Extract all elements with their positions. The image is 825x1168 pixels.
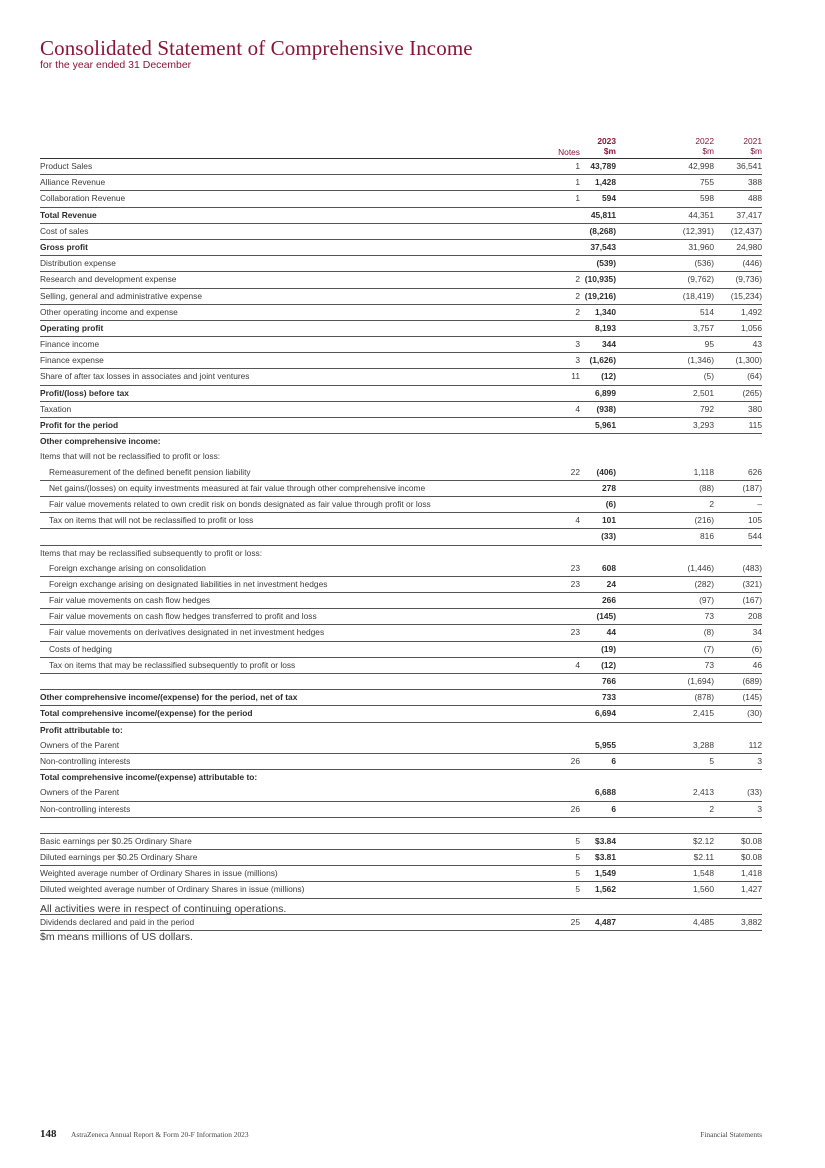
row-notes: 2: [575, 290, 580, 301]
row-notes: 22: [570, 466, 580, 477]
row-notes: 11: [571, 371, 580, 382]
table-row: [40, 175, 762, 191]
value-2022: 4,485: [693, 916, 714, 927]
value-2021: 24,980: [736, 241, 762, 252]
row-notes: 4: [575, 403, 580, 414]
value-2023: 1,428: [595, 177, 616, 188]
value-2022: 1,560: [693, 884, 714, 895]
header-2023-unit: $m: [603, 146, 616, 156]
row-label: Selling, general and administrative expense: [40, 290, 203, 301]
value-2022: (216): [694, 515, 714, 526]
header-2023-year: 2023: [597, 136, 616, 146]
header-2021-year: 2021: [743, 136, 762, 146]
value-2022: 3,293: [693, 420, 714, 430]
value-2021: 3: [757, 803, 762, 814]
row-notes: 1: [575, 177, 580, 188]
value-2022: (878): [694, 692, 714, 703]
row-label: Profit attributable to:: [40, 724, 123, 735]
value-2023: 37,543: [590, 241, 616, 252]
value-2023: $3.84: [595, 835, 616, 846]
value-2021: (9,736): [735, 274, 762, 285]
value-2022: 95: [704, 339, 714, 350]
value-2021: 3,882: [741, 916, 762, 927]
header-2023: [546, 136, 616, 156]
table-row: [40, 434, 762, 449]
value-2023: 6,899: [595, 387, 616, 398]
value-2023: (19,216): [584, 290, 616, 301]
table-row: [40, 674, 762, 690]
value-2021: (33): [747, 787, 762, 798]
header-notes: Notes: [558, 147, 580, 157]
value-2021: (64): [747, 371, 762, 382]
row-label: Tax on items that may be reclassified subsequently to profit or loss: [49, 659, 296, 670]
value-2022: (282): [694, 578, 714, 589]
value-2023: 344: [602, 339, 616, 350]
value-2023: (12): [601, 659, 616, 670]
value-2023: (8,268): [589, 225, 616, 236]
table-row: [40, 159, 762, 175]
table-row: [40, 723, 762, 738]
header-2022-unit: $m: [702, 146, 714, 156]
value-2021: 115: [748, 420, 762, 430]
table-row: [40, 369, 762, 385]
row-notes: 2: [575, 306, 580, 317]
row-label: Gross profit: [40, 241, 88, 252]
row-label: Basic earnings per $0.25 Ordinary Share: [40, 835, 192, 846]
table-row: [40, 561, 762, 577]
value-2022: 2,413: [693, 787, 714, 798]
table-row: [40, 738, 762, 754]
row-label: Research and development expense: [40, 274, 177, 285]
row-label: Fair value movements related to own credit risk on bonds designated as fair value through profit or loss: [49, 498, 431, 509]
value-2022: 792: [700, 403, 714, 414]
header-2021: [692, 136, 762, 156]
table-row: [40, 386, 762, 402]
value-2022: (1,694): [687, 676, 714, 686]
footer-section: Financial Statements: [700, 1130, 762, 1139]
value-2021: (265): [742, 387, 762, 398]
table-row: [40, 418, 762, 434]
income-statement-table: [40, 136, 762, 931]
table-row: [40, 546, 762, 561]
value-2023: 24: [606, 578, 616, 589]
value-2021: 1,056: [741, 322, 762, 333]
table-row: [40, 208, 762, 224]
value-2021: $0.08: [741, 835, 762, 846]
row-notes: 5: [575, 884, 580, 895]
value-2021: 112: [748, 739, 762, 750]
row-label: Diluted earnings per $0.25 Ordinary Share: [40, 852, 198, 863]
table-row: [40, 402, 762, 418]
row-label: Remeasurement of the defined benefit pension liability: [49, 466, 251, 477]
value-2023: (938): [596, 403, 616, 414]
page-title: Consolidated Statement of Comprehensive Income: [40, 36, 473, 60]
value-2022: (18,419): [682, 290, 714, 301]
table-row: [40, 577, 762, 593]
value-2022: 2: [709, 498, 714, 509]
table-row: [40, 609, 762, 625]
table-row: [40, 593, 762, 609]
value-2021: –: [757, 498, 762, 509]
value-2023: (406): [596, 466, 616, 477]
value-2021: 37,417: [736, 209, 762, 220]
value-2023: (145): [596, 611, 616, 622]
table-body: [40, 159, 762, 931]
value-2021: (321): [742, 578, 762, 589]
row-label: Finance expense: [40, 355, 104, 366]
footnote-continuing-operations: All activities were in respect of continuing operations.: [40, 903, 287, 915]
value-2021: (187): [742, 482, 762, 493]
value-2023: 1,340: [595, 306, 616, 317]
row-label: Weighted average number of Ordinary Shares in issue (millions): [40, 868, 278, 879]
table-header: [40, 136, 762, 159]
table-row: [40, 690, 762, 706]
value-2022: (1,446): [687, 562, 714, 573]
table-row: [40, 465, 762, 481]
row-label: Profit/(loss) before tax: [40, 387, 129, 398]
value-2021: (145): [742, 692, 762, 703]
footnote-currency: $m means millions of US dollars.: [40, 931, 193, 943]
row-notes: 5: [575, 852, 580, 863]
value-2023: (33): [601, 531, 616, 542]
value-2022: 816: [700, 531, 714, 542]
value-2023: 43,789: [590, 161, 616, 171]
value-2022: (12,391): [682, 225, 714, 236]
table-row: [40, 882, 762, 898]
page-subtitle: for the year ended 31 December: [40, 59, 192, 71]
value-2023: 5,961: [595, 420, 616, 430]
value-2023: 44: [606, 627, 616, 638]
value-2021: 36,541: [736, 161, 762, 171]
row-notes: 23: [570, 578, 580, 589]
row-label: Other operating income and expense: [40, 306, 178, 317]
row-label: Distribution expense: [40, 258, 116, 269]
table-row: [40, 256, 762, 272]
footer-report-title: AstraZeneca Annual Report & Form 20-F Information 2023: [71, 1130, 249, 1139]
table-row: [40, 658, 762, 674]
row-notes: 25: [570, 916, 580, 927]
value-2023: 766: [602, 676, 616, 686]
value-2023: 594: [602, 193, 616, 204]
value-2022: (9,762): [687, 274, 714, 285]
row-notes: 1: [575, 161, 580, 171]
row-label: Items that will not be reclassified to profit or loss:: [40, 451, 221, 462]
value-2022: 73: [704, 611, 714, 622]
row-notes: 23: [570, 627, 580, 638]
value-2021: (12,437): [730, 225, 762, 236]
row-label: Costs of hedging: [49, 643, 112, 654]
value-2023: 733: [602, 692, 616, 703]
value-2022: 514: [700, 306, 714, 317]
table-row: [40, 191, 762, 207]
value-2023: 6: [611, 803, 616, 814]
value-2022: 1,118: [693, 466, 714, 477]
value-2022: 31,960: [688, 241, 714, 252]
table-row: [40, 353, 762, 369]
value-2022: (8): [703, 627, 714, 638]
row-notes: 4: [575, 659, 580, 670]
table-row: [40, 802, 762, 818]
value-2022: 5: [709, 755, 714, 766]
table-row: [40, 497, 762, 513]
value-2022: 755: [700, 177, 714, 188]
table-row: [40, 642, 762, 658]
row-label: Foreign exchange arising on consolidation: [49, 562, 206, 573]
value-2023: (1,626): [589, 355, 616, 366]
value-2023: 101: [602, 515, 616, 526]
value-2022: 3,288: [693, 739, 714, 750]
value-2022: 2,415: [693, 708, 714, 719]
value-2021: 34: [752, 627, 762, 638]
value-2021: 105: [748, 515, 762, 526]
value-2023: 266: [602, 595, 616, 606]
value-2022: 73: [704, 659, 714, 670]
row-notes: 26: [570, 755, 580, 766]
row-label: Finance income: [40, 339, 100, 350]
value-2023: 1,549: [595, 868, 616, 879]
value-2021: 43: [752, 339, 762, 350]
row-label: Operating profit: [40, 322, 104, 333]
row-label: Diluted weighted average number of Ordinary Shares in issue (millions): [40, 884, 305, 895]
row-label: Share of after tax losses in associates and joint ventures: [40, 371, 250, 382]
table-row: [40, 866, 762, 882]
value-2021: 380: [748, 403, 762, 414]
row-label: Fair value movements on cash flow hedges: [49, 595, 211, 606]
value-2021: 208: [748, 611, 762, 622]
row-notes: 1: [575, 193, 580, 204]
value-2023: 5,955: [595, 739, 616, 750]
value-2021: (6): [751, 643, 762, 654]
row-label: Total comprehensive income/(expense) attributable to:: [40, 772, 258, 783]
row-label: Other comprehensive income/(expense) for the period, net of tax: [40, 692, 298, 703]
row-label: Total comprehensive income/(expense) for the period: [40, 708, 253, 719]
value-2022: (536): [694, 258, 714, 269]
value-2022: 44,351: [688, 209, 714, 220]
page-number: 148: [40, 1128, 57, 1140]
value-2023: (19): [601, 643, 616, 654]
value-2023: 6,688: [595, 787, 616, 798]
value-2021: (483): [742, 562, 762, 573]
value-2021: 1,492: [741, 306, 762, 317]
value-2021: (167): [742, 595, 762, 606]
table-row: [40, 272, 762, 288]
row-label: Total Revenue: [40, 209, 97, 220]
table-row: [40, 224, 762, 240]
value-2021: 626: [748, 466, 762, 477]
value-2022: 3,757: [693, 322, 714, 333]
value-2022: (1,346): [687, 355, 714, 366]
row-label: Alliance Revenue: [40, 177, 106, 188]
row-label: Product Sales: [40, 161, 93, 171]
value-2021: (1,300): [735, 355, 762, 366]
value-2021: (30): [747, 708, 762, 719]
value-2022: (97): [699, 595, 714, 606]
value-2022: 1,548: [693, 868, 714, 879]
value-2023: (10,935): [584, 274, 616, 285]
value-2023: 1,562: [595, 884, 616, 895]
row-label: Foreign exchange arising on designated liabilities in net investment hedges: [49, 578, 328, 589]
table-row: [40, 834, 762, 850]
value-2022: $2.12: [693, 835, 714, 846]
row-label: Taxation: [40, 403, 72, 414]
value-2023: 278: [602, 482, 616, 493]
row-notes: 5: [575, 835, 580, 846]
table-row: [40, 240, 762, 256]
value-2023: $3.81: [595, 852, 616, 863]
row-label: Fair value movements on cash flow hedges transferred to profit and loss: [49, 611, 317, 622]
table-row: [40, 706, 762, 722]
value-2021: 1,427: [741, 884, 762, 895]
spacer-row: [40, 818, 762, 834]
value-2021: 488: [748, 193, 762, 204]
row-label: Dividends declared and paid in the period: [40, 916, 195, 927]
row-notes: 3: [575, 355, 580, 366]
table-row: [40, 529, 762, 545]
table-row: [40, 305, 762, 321]
row-label: Cost of sales: [40, 225, 89, 236]
row-label: Non-controlling interests: [40, 755, 131, 766]
value-2023: (539): [596, 258, 616, 269]
value-2021: (689): [742, 676, 762, 686]
value-2022: $2.11: [693, 852, 714, 863]
value-2022: (7): [703, 643, 714, 654]
value-2021: 1,418: [741, 868, 762, 879]
row-notes: 26: [570, 803, 580, 814]
table-row: [40, 625, 762, 641]
value-2022: 598: [700, 193, 714, 204]
table-row: [40, 337, 762, 353]
row-notes: 3: [575, 339, 580, 350]
value-2023: 608: [602, 562, 616, 573]
value-2021: 3: [757, 755, 762, 766]
row-notes: 4: [575, 515, 580, 526]
row-notes: 2: [575, 274, 580, 285]
value-2023: 6: [611, 755, 616, 766]
table-row: [40, 754, 762, 770]
value-2021: $0.08: [741, 852, 762, 863]
row-label: Non-controlling interests: [40, 803, 131, 814]
table-row: [40, 321, 762, 337]
row-label: Net gains/(losses) on equity investments measured at fair value through other comprehensive income: [49, 482, 426, 493]
row-label: Owners of the Parent: [40, 739, 120, 750]
row-label: Items that may be reclassified subsequently to profit or loss:: [40, 547, 263, 558]
row-label: Collaboration Revenue: [40, 193, 126, 204]
header-2021-unit: $m: [750, 146, 762, 156]
table-row: [40, 850, 762, 866]
table-row: [40, 513, 762, 529]
table-row: [40, 770, 762, 785]
value-2022: (88): [699, 482, 714, 493]
row-notes: 5: [575, 868, 580, 879]
table-row: [40, 449, 762, 464]
row-label: Owners of the Parent: [40, 787, 120, 798]
value-2022: 42,998: [688, 161, 714, 171]
value-2021: (15,234): [730, 290, 762, 301]
table-row: [40, 915, 762, 931]
value-2023: 8,193: [595, 322, 616, 333]
value-2023: 4,487: [595, 916, 616, 927]
table-row: [40, 481, 762, 497]
value-2023: (6): [605, 498, 616, 509]
value-2021: 388: [748, 177, 762, 188]
row-label: Other comprehensive income:: [40, 436, 161, 447]
value-2023: 45,811: [590, 209, 616, 220]
value-2023: 6,694: [595, 708, 616, 719]
value-2022: (5): [703, 371, 714, 382]
value-2022: 2,501: [693, 387, 714, 398]
row-notes: 23: [570, 562, 580, 573]
value-2021: 46: [752, 659, 762, 670]
value-2021: 544: [748, 531, 762, 542]
row-label: Profit for the period: [40, 420, 119, 430]
value-2023: (12): [601, 371, 616, 382]
row-label: Tax on items that will not be reclassified to profit or loss: [49, 515, 254, 526]
header-2022-year: 2022: [695, 136, 714, 146]
table-row: [40, 785, 762, 801]
value-2022: 2: [709, 803, 714, 814]
row-label: Fair value movements on derivatives designated in net investment hedges: [49, 627, 325, 638]
table-row: [40, 289, 762, 305]
value-2021: (446): [742, 258, 762, 269]
